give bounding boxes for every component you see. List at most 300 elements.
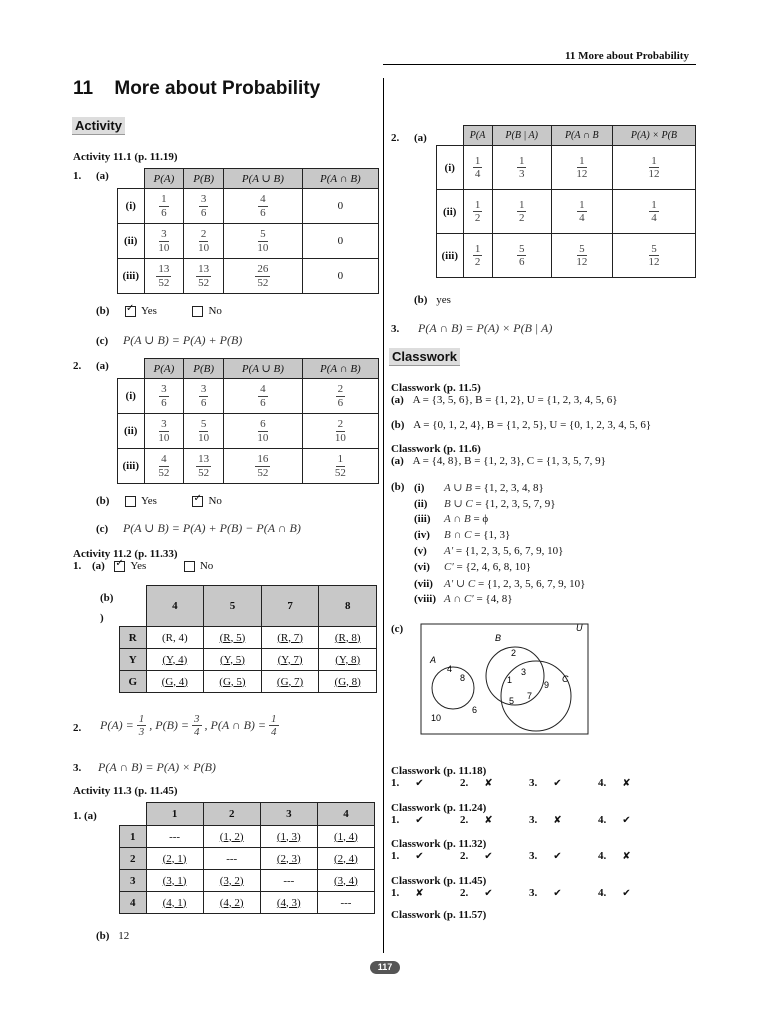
venn-element: 5 bbox=[509, 696, 515, 706]
table-cell: --- bbox=[146, 826, 203, 848]
set-value: = ϕ bbox=[470, 513, 489, 525]
table-row bbox=[120, 870, 375, 892]
column-header: P(A ∪ B) bbox=[224, 359, 303, 379]
fraction bbox=[258, 383, 268, 408]
q1-part-a: (a) bbox=[96, 170, 109, 182]
table-cell bbox=[492, 234, 551, 278]
fraction-num: 4 bbox=[161, 453, 167, 466]
table-cell bbox=[144, 379, 184, 414]
table-cell bbox=[224, 189, 303, 224]
table-cell bbox=[144, 449, 184, 484]
venn-element: 7 bbox=[527, 691, 533, 701]
pa-num: 1 bbox=[138, 713, 145, 725]
classwork-check-heading: Classwork (p. 11.24) bbox=[391, 801, 487, 814]
fraction-den: 52 bbox=[158, 276, 170, 289]
fraction-den: 2 bbox=[474, 212, 481, 224]
column-header: P(A) × P(B bbox=[612, 126, 695, 146]
item-number: (vi) bbox=[414, 561, 430, 573]
table-cell bbox=[612, 234, 695, 278]
q2-b-yes: Yes bbox=[140, 495, 157, 507]
column-header: P(B | A) bbox=[492, 126, 551, 146]
table-cell bbox=[551, 234, 612, 278]
fraction-den: 4 bbox=[579, 212, 585, 224]
item-number: (iv) bbox=[414, 529, 430, 541]
column-header: P(B) bbox=[184, 169, 224, 189]
table-cell: (3, 4) bbox=[317, 870, 374, 892]
column-header: 8 bbox=[319, 586, 377, 627]
row-label: 3 bbox=[120, 870, 147, 892]
q1-label: 1. bbox=[73, 170, 82, 182]
venn-label-u: U bbox=[576, 623, 583, 633]
fraction-num: 2 bbox=[337, 383, 344, 396]
set-value: = {1, 2, 3, 4, 8} bbox=[471, 482, 544, 494]
check-item bbox=[598, 814, 631, 826]
fraction-den: 6 bbox=[161, 396, 167, 409]
cross-icon: ✘ bbox=[622, 778, 631, 789]
table-cell bbox=[144, 189, 184, 224]
q2-b-label: (b) bbox=[96, 495, 110, 507]
table-cell: (G, 4) bbox=[146, 671, 204, 693]
column-header: 5 bbox=[204, 586, 262, 627]
corner-cell bbox=[118, 169, 145, 189]
fraction-num: 13 bbox=[198, 453, 210, 466]
table-row bbox=[118, 259, 379, 294]
set-a-circle bbox=[432, 667, 474, 709]
activity-11-2-table bbox=[119, 585, 377, 693]
table-cell: (G, 7) bbox=[261, 671, 319, 693]
a113-b-label: (b) bbox=[96, 930, 110, 942]
fraction-den: 52 bbox=[198, 466, 210, 479]
fraction-num: 1 bbox=[474, 154, 481, 167]
fraction-den: 6 bbox=[161, 206, 167, 219]
check-number: 2. bbox=[460, 777, 469, 789]
item-number: (vii) bbox=[414, 578, 433, 590]
fraction-num: 3 bbox=[200, 193, 207, 206]
table-cell: (1, 3) bbox=[260, 826, 317, 848]
fraction bbox=[255, 263, 270, 288]
r-q2-label: 2. bbox=[391, 132, 400, 144]
set-value: = {1, 2, 3, 5, 7, 9} bbox=[472, 498, 556, 510]
classwork-check-heading: Classwork (p. 11.18) bbox=[391, 765, 487, 777]
row-label: (i) bbox=[437, 146, 464, 190]
fraction bbox=[257, 418, 268, 443]
check-icon: ✔ bbox=[484, 887, 493, 899]
cw116-a-text: A = {4, 8}, B = {1, 2, 3}, C = {1, 3, 5, 7, 9} bbox=[412, 455, 606, 467]
r-q3-formula: P(A ∩ B) = P(A) × P(B | A) bbox=[418, 321, 553, 335]
fraction bbox=[335, 453, 346, 478]
check-number: 4. bbox=[598, 886, 607, 899]
fraction-den: 10 bbox=[198, 241, 210, 254]
table-cell bbox=[184, 379, 224, 414]
check-item bbox=[460, 814, 493, 826]
cw115-b-label: (b) bbox=[391, 419, 405, 431]
item-number: (viii) bbox=[414, 593, 436, 605]
fraction-den: 52 bbox=[334, 466, 346, 479]
table-row bbox=[120, 627, 377, 649]
column-header: P(B) bbox=[184, 359, 224, 379]
table-cell bbox=[224, 449, 303, 484]
table-cell bbox=[463, 234, 492, 278]
check-item bbox=[529, 814, 562, 826]
check-number: 1. bbox=[391, 777, 400, 789]
fraction bbox=[158, 228, 169, 253]
table-cell: (Y, 5) bbox=[204, 649, 262, 671]
r-q2-b-value: yes bbox=[436, 294, 451, 306]
q2-c-formula: P(A ∪ B) = P(A) + P(B) − P(A ∩ B) bbox=[122, 521, 301, 535]
fraction-num: 6 bbox=[260, 418, 266, 431]
cross-icon: ✘ bbox=[484, 778, 493, 789]
corner-cell bbox=[118, 359, 145, 379]
check-item bbox=[460, 777, 493, 789]
table-cell: (R, 8) bbox=[319, 627, 377, 649]
q2-label: 2. bbox=[73, 360, 82, 372]
table-cell: (R, 5) bbox=[204, 627, 262, 649]
q2-b-no-checkbox[interactable] bbox=[192, 496, 203, 507]
check-item bbox=[598, 777, 631, 789]
pa-text: P(A) = bbox=[100, 718, 134, 733]
classwork-check-heading: Classwork (p. 11.32) bbox=[391, 838, 487, 850]
fraction-num: 1 bbox=[651, 198, 657, 211]
header-row bbox=[120, 586, 377, 627]
table-cell bbox=[302, 414, 378, 449]
fraction-num: 1 bbox=[337, 453, 344, 466]
fraction-den: 52 bbox=[198, 276, 210, 289]
fraction-den: 4 bbox=[474, 168, 481, 180]
fraction-num: 2 bbox=[200, 228, 207, 241]
set-expression: B ∪ C bbox=[444, 498, 473, 510]
fraction-num: 1 bbox=[518, 198, 525, 211]
check-number: 3. bbox=[529, 850, 538, 862]
cw116-c-label: (c) bbox=[391, 623, 404, 635]
table-cell: 0 bbox=[302, 189, 378, 224]
check-number: 2. bbox=[460, 850, 469, 862]
set-operation-item bbox=[414, 577, 585, 590]
fraction bbox=[258, 193, 268, 218]
check-icon: ✔ bbox=[415, 814, 424, 826]
column-header: 4 bbox=[146, 586, 204, 627]
fraction-den: 6 bbox=[260, 396, 266, 409]
pa-den: 3 bbox=[138, 726, 145, 739]
set-operation-item bbox=[414, 593, 512, 605]
fraction-den: 3 bbox=[518, 168, 525, 180]
fraction-num: 1 bbox=[518, 154, 525, 167]
a112-q2-expr bbox=[100, 713, 279, 738]
table-cell bbox=[302, 379, 378, 414]
table-cell: --- bbox=[260, 870, 317, 892]
q2-b-no: No bbox=[208, 495, 222, 507]
table-row bbox=[118, 449, 379, 484]
check-item bbox=[529, 777, 562, 789]
check-icon: ✔ bbox=[622, 814, 631, 826]
fraction-num: 2 bbox=[337, 418, 344, 431]
check-number: 3. bbox=[529, 813, 538, 826]
check-item bbox=[598, 850, 631, 862]
venn-label-c: C bbox=[562, 674, 569, 684]
pab-den: 4 bbox=[271, 726, 277, 739]
check-item bbox=[598, 887, 631, 899]
fraction-num: 4 bbox=[260, 383, 266, 396]
venn-element: 8 bbox=[460, 673, 466, 683]
set-expression: B ∩ C bbox=[444, 529, 472, 541]
fraction bbox=[196, 263, 211, 288]
a112-yes: Yes bbox=[130, 560, 147, 572]
check-icon: ✔ bbox=[415, 778, 424, 789]
venn-elements bbox=[431, 648, 549, 723]
row-label: (iii) bbox=[437, 234, 464, 278]
q1-c-label: (c) bbox=[96, 335, 109, 347]
activity-11-3-heading: Activity 11.3 (p. 11.45) bbox=[73, 785, 178, 797]
table-cell: (2, 3) bbox=[260, 848, 317, 870]
pb-den: 4 bbox=[194, 726, 200, 739]
activity-11-1-heading: Activity 11.1 (p. 11.19) bbox=[73, 151, 178, 163]
table-cell: (Y, 8) bbox=[319, 649, 377, 671]
check-item bbox=[391, 850, 424, 862]
table-row bbox=[118, 224, 379, 259]
row-label: 2 bbox=[120, 848, 147, 870]
venn-element: 6 bbox=[472, 705, 478, 715]
check-item bbox=[391, 814, 424, 826]
fraction-den: 2 bbox=[518, 212, 525, 224]
fraction-num: 3 bbox=[200, 383, 207, 396]
fraction-num: 4 bbox=[260, 193, 266, 206]
pb-num: 3 bbox=[194, 713, 200, 725]
fraction bbox=[517, 243, 527, 268]
chapter-title bbox=[73, 78, 320, 100]
a112-no: No bbox=[199, 560, 214, 572]
fraction-num: 1 bbox=[579, 198, 585, 211]
table-cell bbox=[463, 190, 492, 234]
fraction bbox=[198, 228, 209, 253]
a112-q1-part-a: (a) bbox=[92, 560, 105, 572]
corner-cell bbox=[120, 586, 147, 627]
fraction bbox=[576, 155, 587, 180]
header-row bbox=[120, 803, 375, 826]
header-row bbox=[118, 169, 379, 189]
q2-b-row bbox=[96, 495, 222, 507]
table-row bbox=[120, 892, 375, 914]
item-number: (ii) bbox=[414, 498, 428, 510]
table-cell bbox=[463, 146, 492, 190]
q1-b-no-checkbox[interactable] bbox=[192, 306, 203, 317]
row-label: (i) bbox=[118, 379, 145, 414]
fraction-num: 3 bbox=[161, 228, 167, 241]
row-label: (ii) bbox=[118, 224, 145, 259]
table-cell bbox=[184, 224, 224, 259]
row-label: (ii) bbox=[437, 190, 464, 234]
fraction-den: 12 bbox=[648, 256, 660, 268]
column-header: 3 bbox=[260, 803, 317, 826]
right-q2-table bbox=[436, 125, 696, 278]
check-item bbox=[529, 887, 562, 899]
check-item bbox=[391, 777, 424, 789]
row-label: (iii) bbox=[118, 449, 145, 484]
a112-q3-formula: P(A ∩ B) = P(A) × P(B) bbox=[98, 760, 216, 774]
check-number: 1. bbox=[391, 886, 400, 899]
fraction bbox=[577, 199, 587, 224]
a112-q3-label: 3. bbox=[73, 762, 82, 774]
fraction bbox=[198, 418, 209, 443]
set-operation-item bbox=[414, 497, 556, 510]
table-cell: 0 bbox=[302, 259, 378, 294]
table-cell: (3, 1) bbox=[146, 870, 203, 892]
table-row bbox=[120, 649, 377, 671]
check-number: 4. bbox=[598, 813, 607, 826]
q2-part-a: (a) bbox=[96, 360, 109, 372]
fraction bbox=[196, 453, 211, 478]
cw115-b-text: A = {0, 1, 2, 4}, B = {1, 2, 5}, U = {0, 1, 2, 3, 4, 5, 6} bbox=[413, 419, 652, 431]
fraction-num: 1 bbox=[651, 154, 657, 167]
fraction bbox=[649, 199, 659, 224]
table-cell bbox=[184, 189, 224, 224]
fraction-num: 3 bbox=[161, 383, 167, 396]
check-item bbox=[391, 887, 424, 899]
table-cell bbox=[224, 414, 303, 449]
row-label: R bbox=[120, 627, 147, 649]
set-operation-item bbox=[414, 481, 544, 494]
table-row bbox=[120, 671, 377, 693]
set-value: = {2, 4, 6, 8, 10} bbox=[453, 561, 532, 573]
fraction-num: 3 bbox=[161, 418, 167, 431]
table-cell: (G, 5) bbox=[204, 671, 262, 693]
table-row bbox=[437, 146, 696, 190]
column-header: P(A ∩ B) bbox=[302, 169, 378, 189]
header-rule bbox=[383, 64, 696, 65]
fraction-den: 10 bbox=[158, 241, 170, 254]
column-header: 4 bbox=[317, 803, 374, 826]
venn-label-a: A bbox=[430, 655, 437, 665]
table-row bbox=[120, 826, 375, 848]
column-header: P(A bbox=[463, 126, 492, 146]
item-number: (iii) bbox=[414, 513, 431, 525]
table-row bbox=[120, 848, 375, 870]
cw116-heading: Classwork (p. 11.6) bbox=[391, 443, 481, 455]
set-expression: C′ bbox=[444, 561, 454, 573]
cross-icon: ✘ bbox=[484, 814, 493, 826]
table-cell bbox=[551, 190, 612, 234]
pb-text: , P(B) = bbox=[149, 718, 189, 733]
table-cell bbox=[612, 146, 695, 190]
item-number: (i) bbox=[414, 482, 425, 494]
check-icon: ✔ bbox=[622, 887, 631, 899]
a112-q2-label: 2. bbox=[73, 722, 82, 734]
activity-label: Activity bbox=[72, 117, 125, 135]
a112-no-checkbox[interactable] bbox=[184, 561, 195, 572]
table-cell: (Y, 7) bbox=[261, 649, 319, 671]
table-cell bbox=[551, 146, 612, 190]
check-icon: ✔ bbox=[553, 851, 562, 862]
check-number: 3. bbox=[529, 886, 538, 899]
cross-icon: ✘ bbox=[553, 814, 562, 826]
cw115-heading: Classwork (p. 11.5) bbox=[391, 382, 481, 394]
table-cell: (1, 2) bbox=[203, 826, 260, 848]
a112-q1-label: 1. bbox=[73, 560, 82, 572]
corner-cell bbox=[120, 803, 147, 826]
fraction bbox=[255, 453, 270, 478]
row-label: (iii) bbox=[118, 259, 145, 294]
venn-element: 2 bbox=[511, 648, 517, 658]
table-cell bbox=[492, 190, 551, 234]
row-label: 1 bbox=[120, 826, 147, 848]
a112-q1-a-row bbox=[73, 560, 213, 572]
cw116-a-label: (a) bbox=[391, 455, 404, 467]
check-item bbox=[529, 850, 562, 862]
activity-11-2-heading: Activity 11.2 (p. 11.33) bbox=[73, 548, 178, 560]
q1-b-yes: Yes bbox=[140, 305, 157, 317]
check-number: 2. bbox=[460, 886, 469, 899]
q2-b-yes-checkbox[interactable] bbox=[125, 496, 136, 507]
table-row bbox=[118, 189, 379, 224]
set-value: = {1, 2, 3, 5, 6, 7, 9, 10} bbox=[475, 578, 586, 590]
fraction-num: 13 bbox=[158, 263, 170, 276]
header-row bbox=[437, 126, 696, 146]
venn-element: 4 bbox=[447, 664, 453, 674]
fraction-den: 12 bbox=[648, 168, 660, 180]
cw116-b-label: (b) bbox=[391, 481, 405, 493]
fraction bbox=[199, 193, 209, 218]
fraction-num: 5 bbox=[518, 242, 525, 255]
table-cell bbox=[144, 414, 184, 449]
venn-element: 1 bbox=[507, 675, 513, 685]
set-value: = {4, 8} bbox=[473, 593, 513, 605]
check-icon: ✔ bbox=[484, 851, 493, 862]
q1-b-row bbox=[96, 305, 222, 317]
table-cell: (2, 1) bbox=[146, 848, 203, 870]
fraction-den: 10 bbox=[257, 241, 269, 254]
cw1157-heading: Classwork (p. 11.57) bbox=[391, 909, 487, 921]
q1-b-yes-checkbox[interactable] bbox=[125, 306, 136, 317]
page-number: 117 bbox=[370, 961, 400, 974]
q2-c-label: (c) bbox=[96, 523, 109, 535]
table-row bbox=[118, 379, 379, 414]
fraction-num: 1 bbox=[579, 154, 585, 167]
a112-yes-checkbox[interactable] bbox=[114, 561, 125, 572]
table-cell bbox=[184, 449, 224, 484]
r-q3-label: 3. bbox=[391, 323, 400, 335]
fraction-den: 52 bbox=[257, 466, 269, 479]
fraction-num: 26 bbox=[257, 263, 269, 276]
fraction-den: 6 bbox=[518, 256, 525, 268]
table-cell: 0 bbox=[302, 224, 378, 259]
table-cell bbox=[224, 224, 303, 259]
fraction-num: 5 bbox=[651, 242, 657, 255]
a113-b-value: 12 bbox=[118, 930, 130, 942]
table-cell bbox=[144, 224, 184, 259]
fraction bbox=[576, 243, 587, 268]
table-cell: (4, 3) bbox=[260, 892, 317, 914]
fraction bbox=[336, 383, 346, 408]
fraction-den: 12 bbox=[576, 168, 588, 180]
q1-c-formula: P(A ∪ B) = P(A) + P(B) bbox=[122, 333, 243, 347]
fraction bbox=[335, 418, 346, 443]
row-label: G bbox=[120, 671, 147, 693]
fraction-den: 52 bbox=[158, 466, 170, 479]
table-cell: (Y, 4) bbox=[146, 649, 204, 671]
table-row bbox=[437, 190, 696, 234]
fraction-den: 6 bbox=[337, 396, 344, 409]
classwork-label: Classwork bbox=[389, 348, 460, 366]
table-cell bbox=[302, 449, 378, 484]
a112-b-paren: ) bbox=[100, 612, 104, 624]
fraction bbox=[517, 199, 527, 224]
fraction bbox=[473, 243, 483, 268]
table-cell: (2, 4) bbox=[317, 848, 374, 870]
fraction bbox=[158, 453, 169, 478]
fraction-num: 5 bbox=[260, 228, 266, 241]
table-cell: (R, 4) bbox=[146, 627, 204, 649]
fraction-den: 52 bbox=[257, 276, 269, 289]
fraction-num: 13 bbox=[198, 263, 210, 276]
table-cell: (4, 2) bbox=[203, 892, 260, 914]
